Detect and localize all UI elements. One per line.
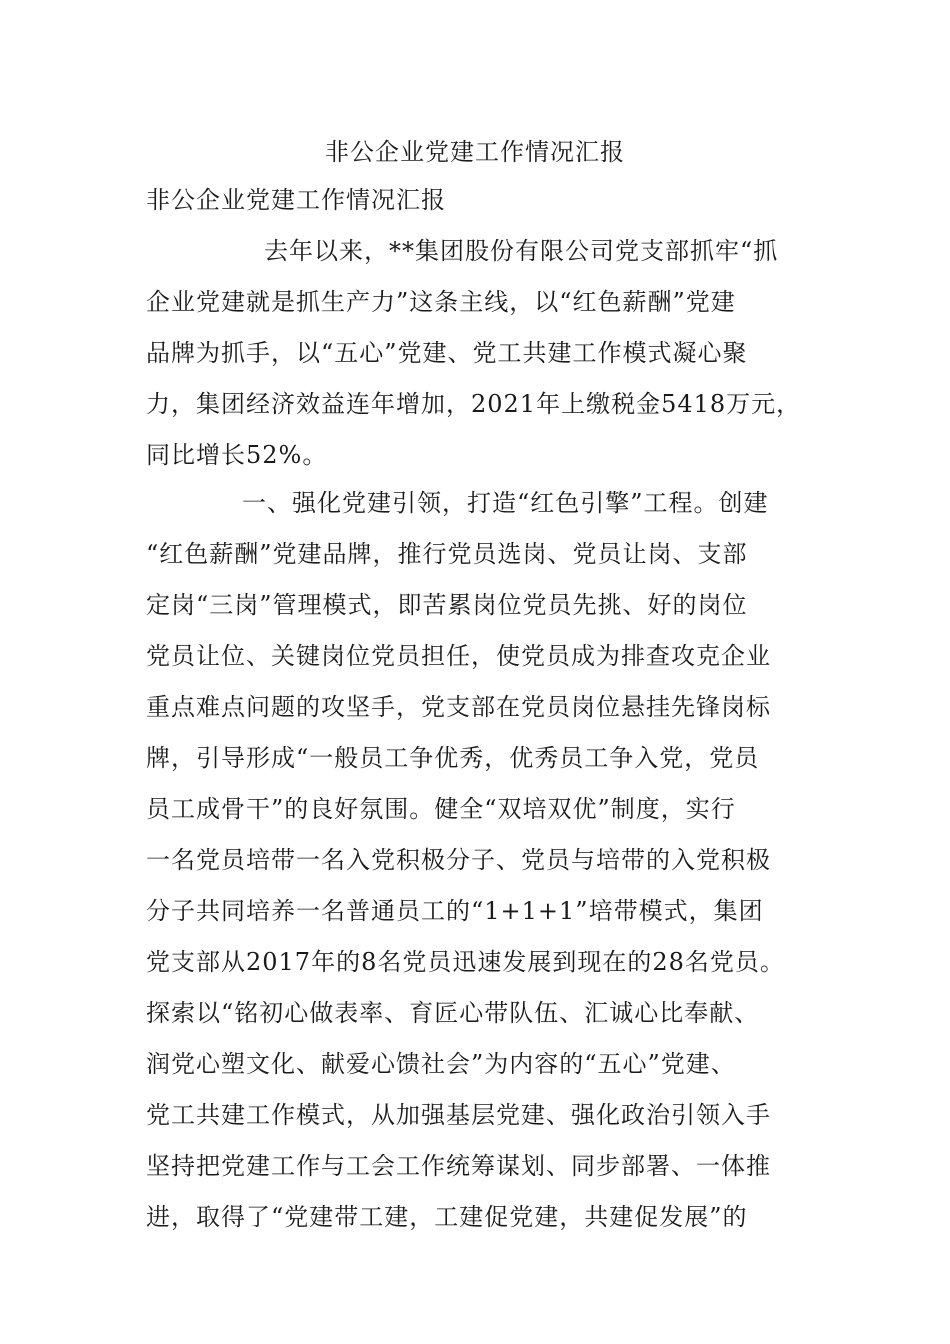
paragraph-line: 坚持把党建工作与工会工作统筹谋划、同步部署、一体推	[146, 1152, 771, 1180]
paragraph-line: 力，集团经济效益连年增加，2021年上缴税金5418万元，	[146, 390, 802, 418]
paragraph-line: 去年以来，**集团股份有限公司党支部抓牢“抓	[264, 237, 779, 265]
paragraph-intro	[146, 226, 836, 481]
paragraph-line: 品牌为抓手，以“五心”党建、党工共建工作模式凝心聚	[146, 339, 748, 367]
paragraph-section-one	[146, 478, 836, 1243]
paragraph-line: 润党心塑文化、献爱心馈社会”为内容的“五心”党建、	[146, 1050, 736, 1078]
paragraph-line: 牌，引导形成“一般员工争优秀，优秀员工争入党，党员	[146, 744, 760, 772]
paragraph-line: 党支部从2017年的8名党员迅速发展到现在的28名党员。	[146, 948, 785, 976]
paragraph-line: 党员让位、关键岗位党员担任，使党员成为排查攻克企业	[146, 642, 771, 670]
paragraph-line: 一名党员培带一名入党积极分子、党员与培带的入党积极	[146, 846, 771, 874]
paragraph-line: 进，取得了“党建带工建，工建促党建，共建促发展”的	[146, 1203, 748, 1231]
paragraph-line: 同比增长52%。	[146, 441, 328, 469]
paragraph-line: 探索以“铭初心做表率、育匠心带队伍、汇诚心比奉献、	[146, 999, 760, 1027]
paragraph-line: 分子共同培养一名普通员工的“1+1+1”培带模式，集团	[146, 897, 764, 925]
paragraph-line: 一、强化党建引领，打造“红色引擎”工程。创建	[242, 489, 769, 517]
paragraph-line: 党工共建工作模式，从加强基层党建、强化政治引领入手	[146, 1101, 771, 1129]
paragraph-line: 重点难点问题的攻坚手，党支部在党员岗位悬挂先锋岗标	[146, 693, 771, 721]
document-title: 非公企业党建工作情况汇报	[325, 138, 625, 166]
document-subtitle: 非公企业党建工作情况汇报	[146, 186, 446, 214]
paragraph-line: 定岗“三岗”管理模式，即苦累岗位党员先挑、好的岗位	[146, 591, 748, 619]
paragraph-line: 员工成骨干”的良好氛围。健全“双培双优”制度，实行	[146, 795, 736, 823]
paragraph-line: “红色薪酬”党建品牌，推行党员选岗、党员让岗、支部	[146, 540, 748, 568]
paragraph-line: 企业党建就是抓生产力”这条主线，以“红色薪酬”党建	[146, 288, 736, 316]
